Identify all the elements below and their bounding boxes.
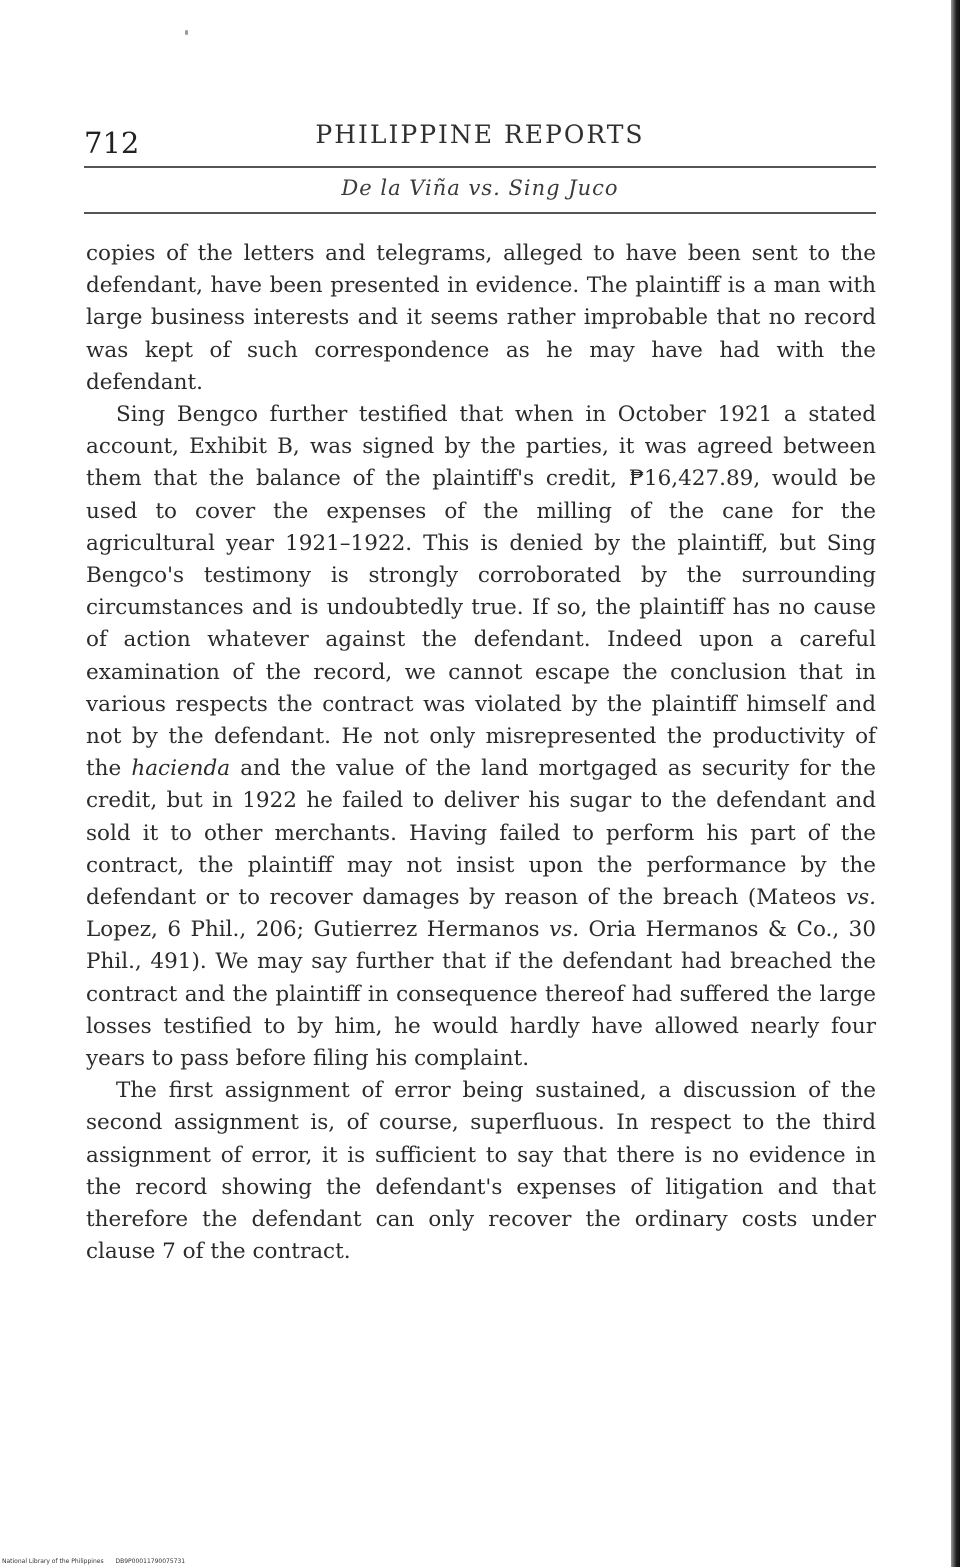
paragraph-text: Oria Hermanos & Co., 30 Phil., 491). We may say further that if the defendant had breached the contract and the plaintiff in consequence thereof had suffered the large losses testified to by him, he would hardly have allowed nearly four years to pass before filing his complaint. xyxy=(86,917,877,1072)
library-credit: National Library of the Philippines xyxy=(2,1558,104,1565)
scan-speck xyxy=(185,30,188,35)
scan-code: DB9P00011790075731 xyxy=(115,1558,186,1565)
case-title: De la Viña vs. Sing Juco xyxy=(341,176,619,200)
italic-vs: vs. xyxy=(845,885,876,911)
scan-edge-shadow xyxy=(951,0,960,1567)
paragraph-text: Sing Bengco further testified that when in October 1921 a stated account, Exhibit B, was signed by the parties, it was agreed between them that the balance of the plaintiff's credit, ₱16,427.89, would be used to cover the expenses of the milling of the cane for the agricultural year 1921–1922. This is denied by the plaintiff, but Sing Bengco's testimony is strongly corroborated by the surrounding circumstances and is undoubtedly true. If so, the plaintiff has no cause of action whatever against the defendant. Indeed upon a careful examination of the record, we cannot escape the conclusion that in various respects the contract was violated by the plaintiff himself and not by the defendant. He not only misrepresented the productivity of the xyxy=(86,402,876,782)
italic-vs: vs. xyxy=(549,917,580,943)
running-title: PHILIPPINE REPORTS xyxy=(315,120,645,149)
paragraph-sing-bengco xyxy=(86,399,876,1075)
header-rule-bottom xyxy=(84,212,876,214)
paragraph-text: Lopez, 6 Phil., 206; Gutierrez Hermanos xyxy=(86,917,550,943)
opinion-body xyxy=(86,238,876,1269)
italic-term-hacienda: hacienda xyxy=(131,756,231,782)
paragraph-assignments: The first assignment of error being sustained, a discussion of the second assignment is, of course, superfluous. In respect to the third assignment of error, it is sufficient to say that there is no evidence in the record showing the defendant's expenses of litigation and that therefore the defendant can only recover the ordinary costs under clause 7 of the contract. xyxy=(86,1078,876,1265)
header-rule-top xyxy=(84,166,876,168)
paragraph-text: and the value of the land mortgaged as security for the credit, but in 1922 he failed to deliver his sugar to the defendant and sold it to other merchants. Having failed to perform his part of the contract, the plaintiff may not insist upon the performance by the defendant or to recover damages by reason of the breach (Mateos xyxy=(86,756,876,911)
page-number: 712 xyxy=(84,126,140,160)
scan-footer xyxy=(2,1558,185,1565)
paragraph-continuation: copies of the letters and telegrams, alleged to have been sent to the defendant, have been presented in evidence. The plaintiff is a man with large business interests and it seems rather improbable that no record was kept of such correspondence as he may have had with the defendant. xyxy=(86,241,876,395)
page-header xyxy=(84,120,876,160)
